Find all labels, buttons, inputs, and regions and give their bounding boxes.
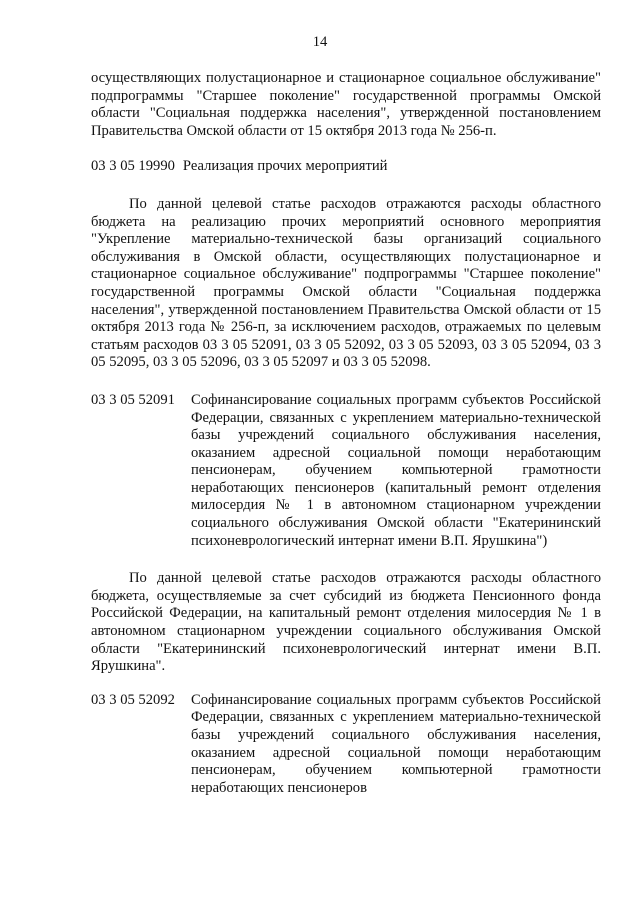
target-article-title: Реализация прочих мероприятий [182,158,388,175]
section-paragraph-52091: По данной целевой статье расходов отражаются расходы областного бюджета, осуществляемые за счет субсидий из бюджета Пенсионного фонда Российской Федерации, на капитальный ремонт отделения милосердия № 1 в автономном стационарном учреждении социального обслуживания Омской области "Екатерининский психоневрологический интернат имени В.П. Ярушкина". [91,570,601,675]
document-body [91,70,601,797]
page-number: 14 [312,34,328,50]
section-heading-19990 [91,158,601,176]
target-article-code: 03 3 05 52092 [91,691,175,708]
section-heading-52092 [91,692,601,798]
intro-paragraph: осуществляющих полустационарное и стационарное социальное обслуживание" подпрограммы "Старшее поколение" государственной программы Омской области "Социальная поддержка населения", утвержденной постановлением Правительства Омской области от 15 октября 2013 года № 256-п. [91,70,601,139]
target-article-code: 03 3 05 19990 [91,158,175,175]
target-article-code: 03 3 05 52091 [91,391,175,408]
section-heading-52091 [91,392,601,550]
target-article-title: Софинансирование социальных программ субъектов Российской Федерации, связанных с укреплением материально-технической базы учреждений социального обслуживания населения, оказанием адресной социальной помощи неработающим пенсионерам, обучением компьютерной грамотности неработающих пенсионеров [191,691,601,796]
section-paragraph-19990: По данной целевой статье расходов отражаются расходы областного бюджета на реализацию прочих мероприятий основного мероприятия "Укрепление материально-технической базы организаций социального обслуживания в Омской области, осуществляющих полустационарное и стационарное социальное обслуживание" подпрограммы "Старшее поколение" государственной программы Омской области "Социальная поддержка населения", утвержденной постановлением Правительства Омской области от 15 октября 2013 года № 256-п, за исключением расходов, отражаемых по целевым статьям расходов 03 3 05 52091, 03 3 05 52092, 03 3 05 52093, 03 3 05 52094, 03 3 05 52095, 03 3 05 52096, 03 3 05 52097 и 03 3 05 52098. [91,195,601,371]
target-article-title: Софинансирование социальных программ субъектов Российской Федерации, связанных с укреплением материально-технической базы учреждений социального обслуживания населения, оказанием адресной социальной помощи неработающим пенсионерам, обучением компьютерной грамотности неработающих пенсионеров (капитальный ремонт отделения милосердия № 1 в автономном стационарном учреждении социального обслуживания Омской области "Екатерининский психоневрологический интернат имени В.П. Ярушкина") [191,391,601,549]
